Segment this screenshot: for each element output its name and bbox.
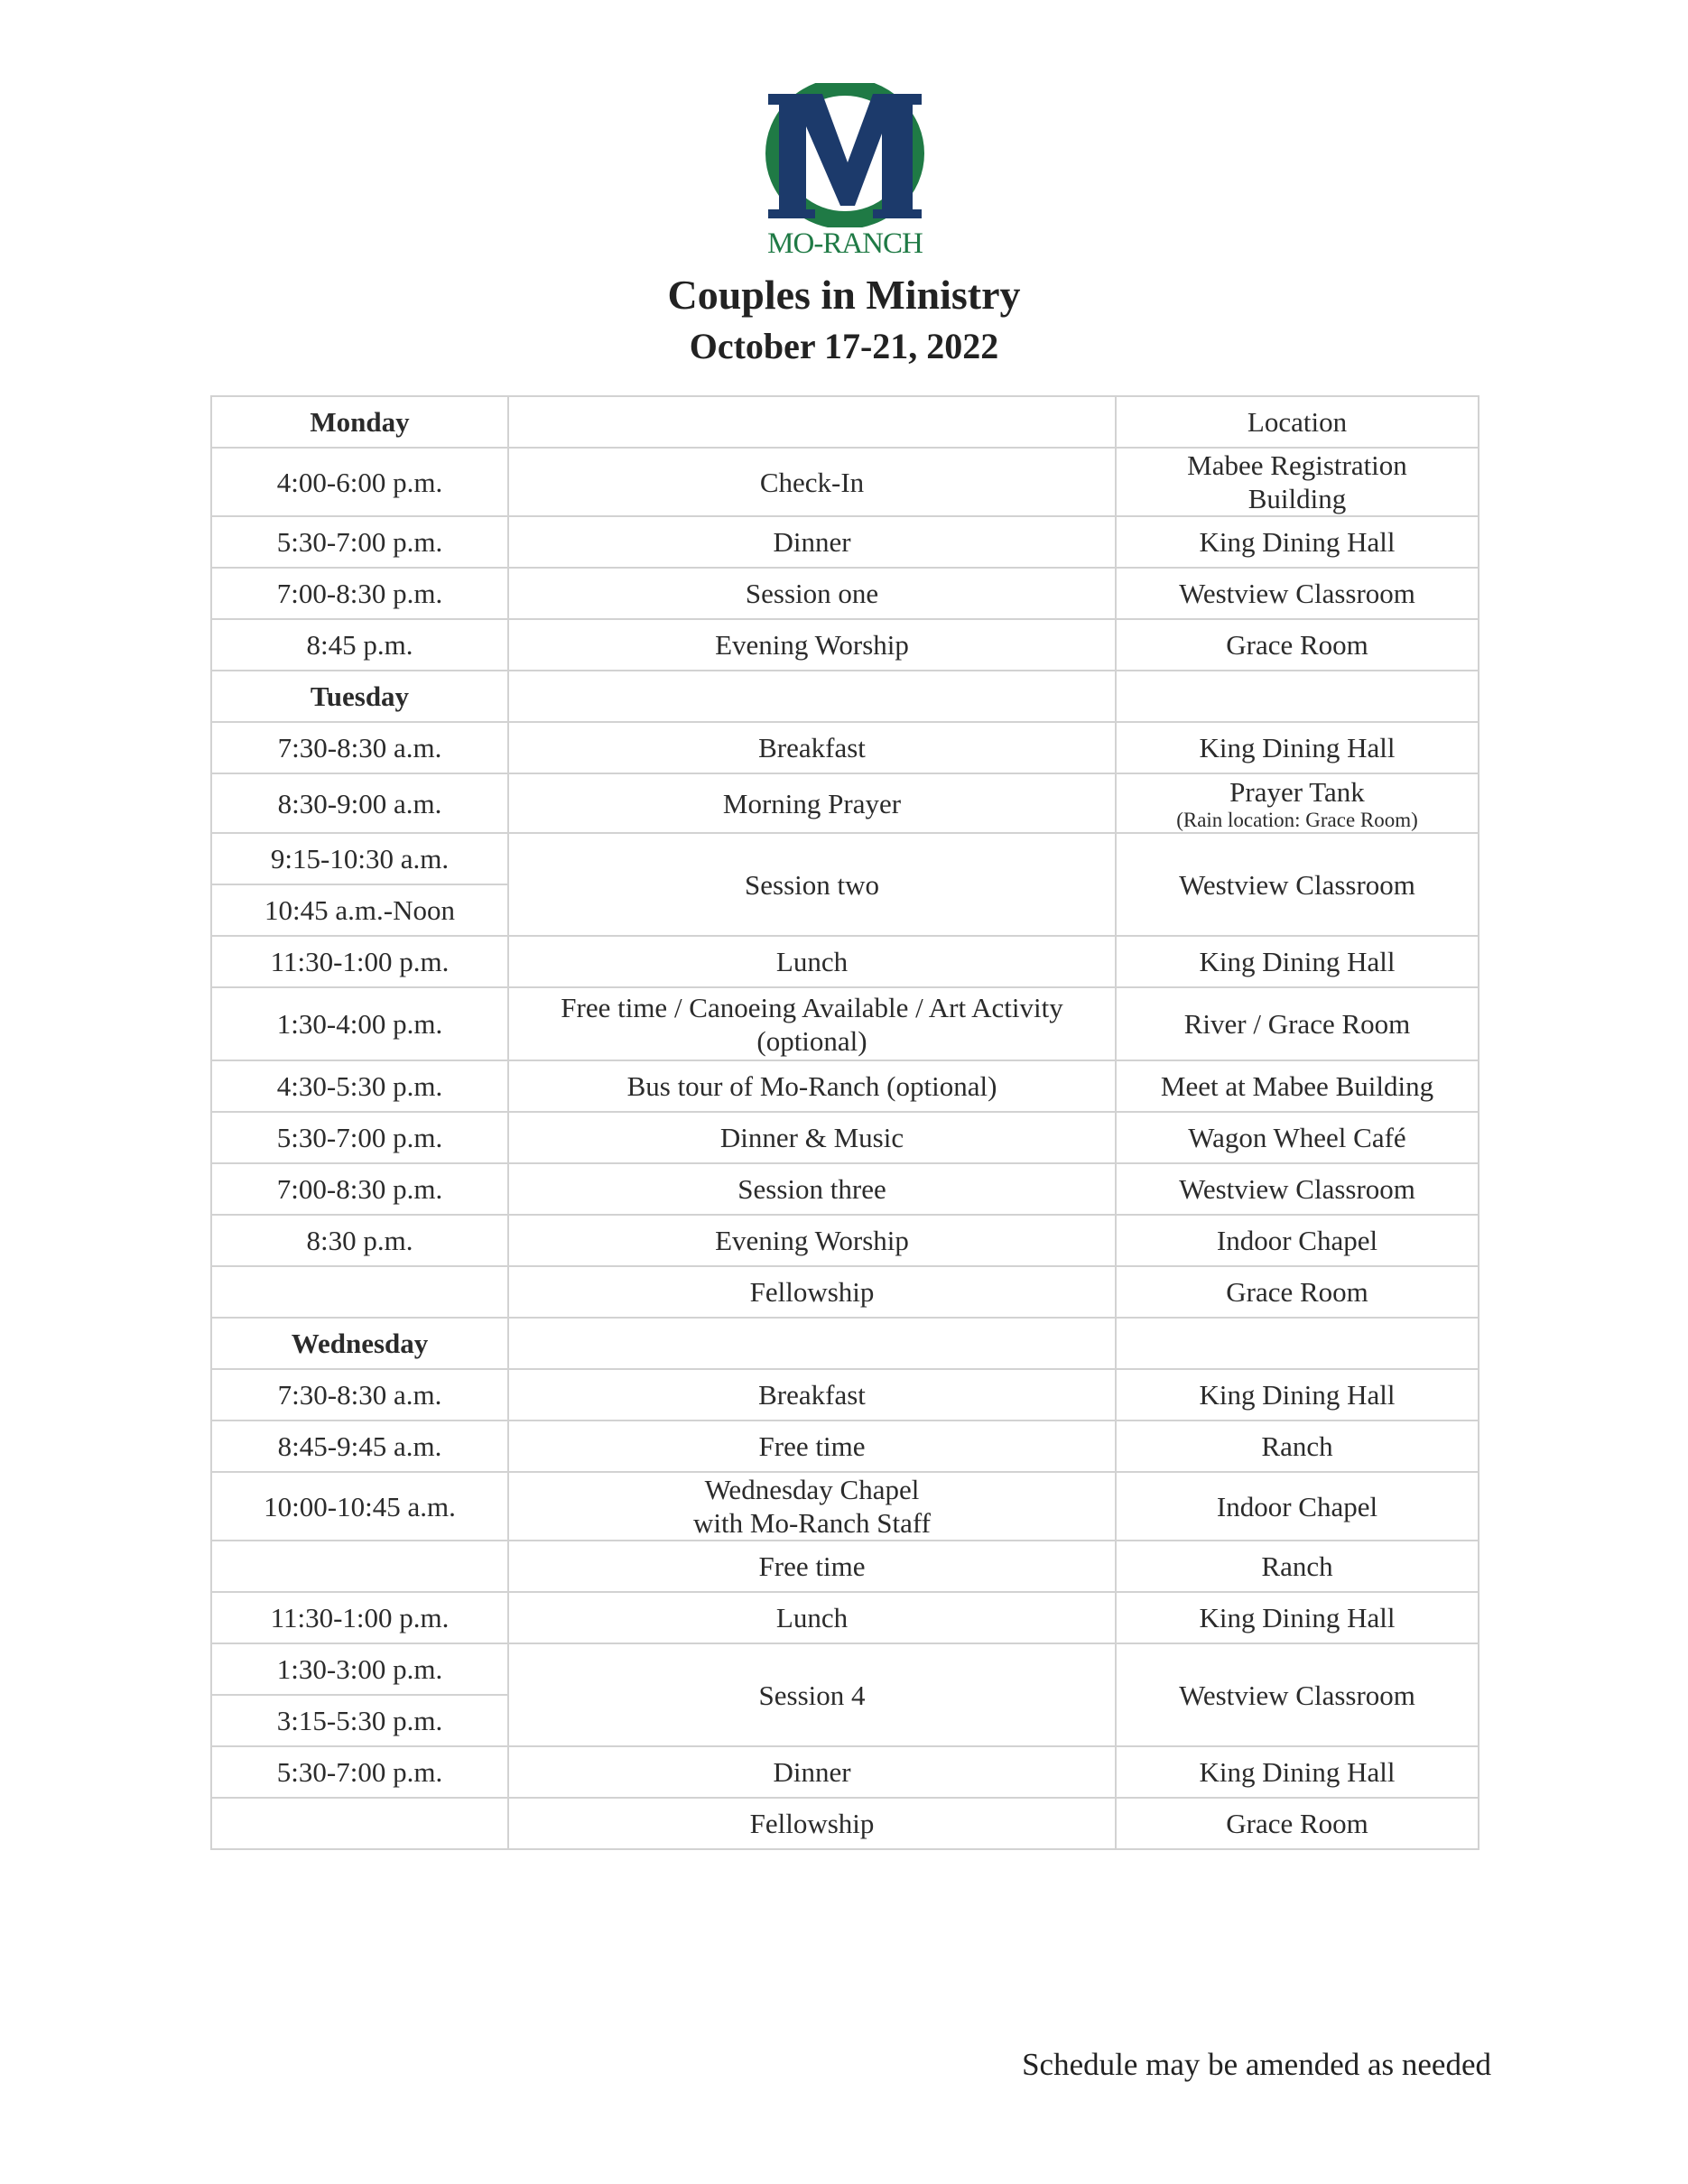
event-location-text: Mabee Registration Building: [1187, 449, 1407, 514]
event-time: 9:15-10:30 a.m.: [211, 833, 508, 884]
table-row: [211, 1643, 1479, 1695]
event-activity-text: Wednesday Chapel with Mo-Ranch Staff: [693, 1474, 931, 1539]
day-name: Monday: [211, 396, 508, 448]
empty-cell: [1116, 1318, 1479, 1369]
table-row: [211, 773, 1479, 833]
event-location: Indoor Chapel: [1116, 1215, 1479, 1266]
event-location: King Dining Hall: [1116, 1369, 1479, 1421]
page-title: Couples in Ministry: [667, 272, 1021, 318]
table-row: [211, 1163, 1479, 1215]
event-location: Westview Classroom: [1116, 568, 1479, 619]
empty-cell: [508, 1318, 1116, 1369]
event-time: [211, 1266, 508, 1318]
event-time: 7:30-8:30 a.m.: [211, 1369, 508, 1421]
table-row: [211, 1541, 1479, 1592]
rain-location-note: (Rain location: Grace Room): [1176, 808, 1418, 831]
event-location: King Dining Hall: [1116, 516, 1479, 568]
event-activity: Check-In: [508, 448, 1116, 516]
table-row: [211, 1112, 1479, 1163]
event-time: 7:00-8:30 p.m.: [211, 1163, 508, 1215]
event-activity: [508, 1472, 1116, 1541]
event-activity: Session three: [508, 1163, 1116, 1215]
table-row: [211, 619, 1479, 671]
table-row: [211, 448, 1479, 516]
event-location: Grace Room: [1116, 619, 1479, 671]
event-activity: Dinner & Music: [508, 1112, 1116, 1163]
event-time: [211, 1541, 508, 1592]
event-time: 5:30-7:00 p.m.: [211, 1746, 508, 1798]
event-time: 5:30-7:00 p.m.: [211, 1112, 508, 1163]
schedule-table: [210, 395, 1479, 1850]
table-row: [211, 833, 1479, 884]
event-activity: Evening Worship: [508, 1215, 1116, 1266]
event-activity: Lunch: [508, 936, 1116, 987]
event-time: 1:30-3:00 p.m.: [211, 1643, 508, 1695]
table-row: [211, 516, 1479, 568]
mo-ranch-logo: [761, 83, 929, 260]
event-location: Meet at Mabee Building: [1116, 1060, 1479, 1112]
event-activity: [508, 987, 1116, 1060]
day-name: Wednesday: [211, 1318, 508, 1369]
event-location: Grace Room: [1116, 1266, 1479, 1318]
event-time: 8:45-9:45 a.m.: [211, 1421, 508, 1472]
event-time: 4:30-5:30 p.m.: [211, 1060, 508, 1112]
table-row: [211, 1215, 1479, 1266]
event-activity: Fellowship: [508, 1266, 1116, 1318]
table-row: [211, 1746, 1479, 1798]
table-row: [211, 1369, 1479, 1421]
logo-wordmark: MO-RANCH: [767, 227, 923, 260]
event-location: Westview Classroom: [1116, 1163, 1479, 1215]
event-location: King Dining Hall: [1116, 1746, 1479, 1798]
event-location: King Dining Hall: [1116, 722, 1479, 773]
event-activity: Session two: [508, 833, 1116, 936]
empty-cell: [508, 671, 1116, 722]
event-time: 7:00-8:30 p.m.: [211, 568, 508, 619]
event-location: King Dining Hall: [1116, 936, 1479, 987]
event-time: 1:30-4:00 p.m.: [211, 987, 508, 1060]
day-name: Tuesday: [211, 671, 508, 722]
event-activity: Evening Worship: [508, 619, 1116, 671]
empty-cell: [1116, 671, 1479, 722]
event-location: Wagon Wheel Café: [1116, 1112, 1479, 1163]
table-row: [211, 722, 1479, 773]
table-row: [211, 1421, 1479, 1472]
event-location: Ranch: [1116, 1421, 1479, 1472]
event-time: 4:00-6:00 p.m.: [211, 448, 508, 516]
event-time: 7:30-8:30 a.m.: [211, 722, 508, 773]
schedule-note: Schedule may be amended as needed: [1022, 2047, 1491, 2082]
table-row: [211, 936, 1479, 987]
table-row: [211, 1266, 1479, 1318]
event-activity: Bus tour of Mo-Ranch (optional): [508, 1060, 1116, 1112]
event-activity: Free time: [508, 1541, 1116, 1592]
day-header-row: [211, 671, 1479, 722]
event-time: 10:00-10:45 a.m.: [211, 1472, 508, 1541]
event-activity: Session 4: [508, 1643, 1116, 1746]
event-location: Indoor Chapel: [1116, 1472, 1479, 1541]
day-header-row: [211, 396, 1479, 448]
table-row: [211, 1798, 1479, 1849]
event-activity: Lunch: [508, 1592, 1116, 1643]
event-location: River / Grace Room: [1116, 987, 1479, 1060]
table-row: [211, 987, 1479, 1060]
event-activity: Dinner: [508, 516, 1116, 568]
event-time: 8:45 p.m.: [211, 619, 508, 671]
day-header-row: [211, 1318, 1479, 1369]
table-row: [211, 1472, 1479, 1541]
event-time: 5:30-7:00 p.m.: [211, 516, 508, 568]
table-row: [211, 1060, 1479, 1112]
event-location: [1116, 773, 1479, 833]
event-activity: Session one: [508, 568, 1116, 619]
event-time: 3:15-5:30 p.m.: [211, 1695, 508, 1746]
event-time: 11:30-1:00 p.m.: [211, 936, 508, 987]
event-time: [211, 1798, 508, 1849]
event-location: King Dining Hall: [1116, 1592, 1479, 1643]
event-dates: October 17-21, 2022: [689, 326, 999, 366]
event-location: Westview Classroom: [1116, 833, 1479, 936]
table-row: [211, 1592, 1479, 1643]
event-location: Ranch: [1116, 1541, 1479, 1592]
event-time: 8:30-9:00 a.m.: [211, 773, 508, 833]
empty-cell: [508, 396, 1116, 448]
event-location: Westview Classroom: [1116, 1643, 1479, 1746]
event-activity: Morning Prayer: [508, 773, 1116, 833]
event-time: 10:45 a.m.-Noon: [211, 884, 508, 936]
mo-ranch-emblem-icon: [761, 83, 929, 227]
location-header: Location: [1116, 396, 1479, 448]
event-time: 11:30-1:00 p.m.: [211, 1592, 508, 1643]
event-activity: Fellowship: [508, 1798, 1116, 1849]
event-activity: Breakfast: [508, 722, 1116, 773]
event-location: Grace Room: [1116, 1798, 1479, 1849]
event-activity: Dinner: [508, 1746, 1116, 1798]
event-activity: Free time: [508, 1421, 1116, 1472]
event-activity-text: Free time / Canoeing Available / Art Activity (optional): [561, 991, 1063, 1057]
event-location-text: Prayer Tank: [1229, 775, 1365, 808]
event-time: 8:30 p.m.: [211, 1215, 508, 1266]
table-row: [211, 568, 1479, 619]
event-activity: Breakfast: [508, 1369, 1116, 1421]
event-location: [1116, 448, 1479, 516]
